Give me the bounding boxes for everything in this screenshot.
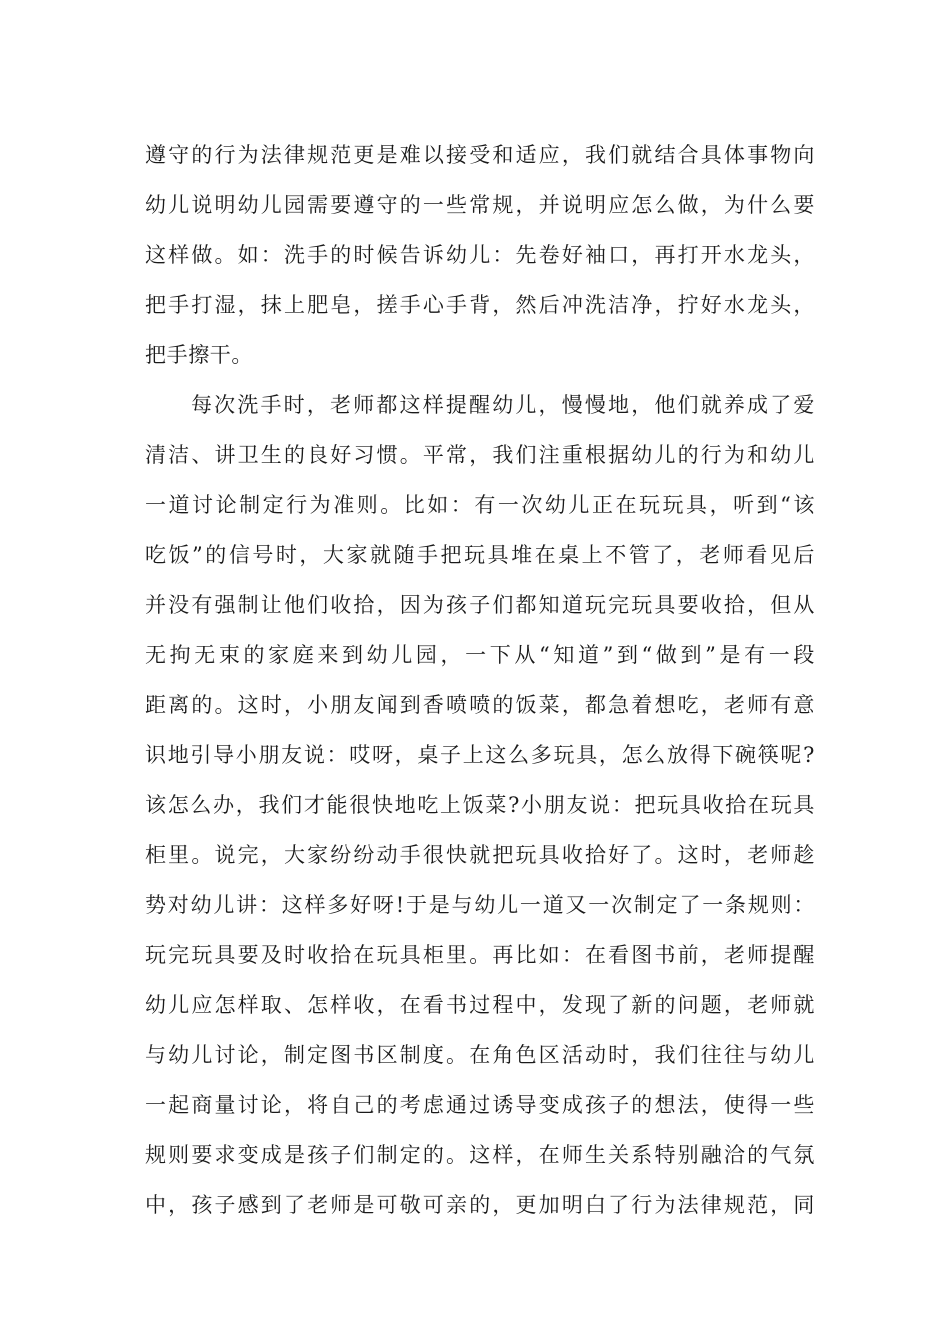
body-text xyxy=(145,130,815,1230)
text-line: 遵守的行为法律规范更是难以接受和适应，我们就结合具体事物向 xyxy=(145,143,815,167)
text-line: 把手打湿，抹上肥皂，搓手心手背，然后冲洗洁净，拧好水龙头， xyxy=(145,293,815,317)
text-line: 这样做。如：洗手的时候告诉幼儿：先卷好袖口，再打开水龙头， xyxy=(145,243,815,267)
text-line: 玩完玩具要及时收拾在玩具柜里。再比如：在看图书前，老师提醒 xyxy=(145,943,815,967)
text-line: 距离的。这时，小朋友闻到香喷喷的饭菜，都急着想吃，老师有意 xyxy=(145,693,815,717)
text-line: 一道讨论制定行为准则。比如：有一次幼儿正在玩玩具，听到“该 xyxy=(145,493,815,517)
text-line: 清洁、讲卫生的良好习惯。平常，我们注重根据幼儿的行为和幼儿 xyxy=(145,443,815,467)
text-line: 无拘无束的家庭来到幼儿园，一下从“知道”到“做到”是有一段 xyxy=(145,643,815,667)
text-line: 与幼儿讨论，制定图书区制度。在角色区活动时，我们往往与幼儿 xyxy=(145,1043,815,1067)
text-line: 识地引导小朋友说：哎呀，桌子上这么多玩具，怎么放得下碗筷呢? xyxy=(145,743,815,767)
text-line: 柜里。说完，大家纷纷动手很快就把玩具收拾好了。这时，老师趁 xyxy=(145,843,815,867)
text-line: 一起商量讨论，将自己的考虑通过诱导变成孩子的想法，使得一些 xyxy=(145,1093,815,1117)
text-line: 每次洗手时，老师都这样提醒幼儿，慢慢地，他们就养成了爱 xyxy=(191,393,815,417)
text-line: 幼儿说明幼儿园需要遵守的一些常规，并说明应怎么做，为什么要 xyxy=(145,193,815,217)
text-line: 把手擦干。 xyxy=(145,343,253,367)
paragraph-2 xyxy=(145,380,815,1230)
text-line: 该怎么办，我们才能很快地吃上饭菜?小朋友说：把玩具收拾在玩具 xyxy=(145,793,815,817)
text-line: 势对幼儿讲：这样多好呀!于是与幼儿一道又一次制定了一条规则： xyxy=(145,893,815,917)
text-line: 中，孩子感到了老师是可敬可亲的，更加明白了行为法律规范，同 xyxy=(145,1193,815,1217)
text-line: 吃饭”的信号时，大家就随手把玩具堆在桌上不管了，老师看见后 xyxy=(145,543,815,567)
text-line: 幼儿应怎样取、怎样收，在看书过程中，发现了新的问题，老师就 xyxy=(145,993,815,1017)
text-line: 规则要求变成是孩子们制定的。这样，在师生关系特别融洽的气氛 xyxy=(145,1143,815,1167)
paragraph-1 xyxy=(145,130,815,380)
text-line: 并没有强制让他们收拾，因为孩子们都知道玩完玩具要收拾，但从 xyxy=(145,593,815,617)
